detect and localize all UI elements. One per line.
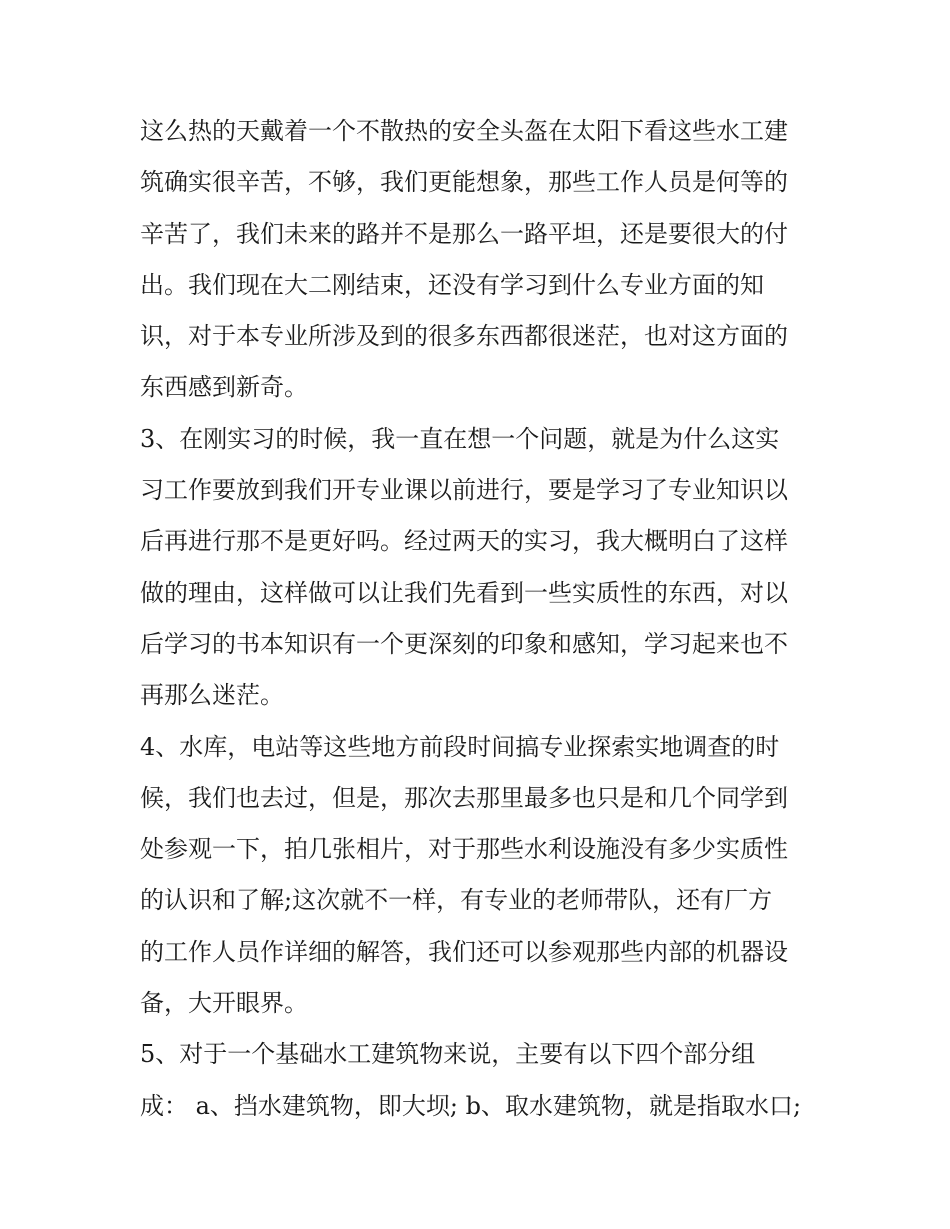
text-line-12: 再那么迷茫。 [140, 681, 284, 710]
text-line-11: 后学习的书本知识有一个更深刻的印象和感知，学习起来也不 [140, 629, 788, 658]
text-line-5: 识，对于本专业所涉及到的很多东西都很迷茫，也对这方面的 [140, 322, 788, 351]
text-line-7: 3、在刚实习的时候，我一直在想一个问题，就是为什么这实 [140, 424, 780, 453]
text-line-20: 成： a、挡水建筑物，即大坝; b、取水建筑物，就是指取水口; [140, 1091, 802, 1120]
text-line-6: 东西感到新奇。 [140, 373, 308, 402]
text-line-15: 处参观一下，拍几张相片，对于那些水利设施没有多少实质性 [140, 835, 788, 864]
text-line-16: 的认识和了解;这次就不一样，有专业的老师带队，还有厂方 [140, 886, 773, 915]
text-line-8: 习工作要放到我们开专业课以前进行，要是学习了专业知识以 [140, 476, 788, 505]
text-line-3: 辛苦了，我们未来的路并不是那么一路平坦，还是要很大的付 [140, 219, 788, 248]
text-line-4: 出。我们现在大二刚结束，还没有学习到什么专业方面的知 [140, 270, 764, 299]
text-line-1: 这么热的天戴着一个不散热的安全头盔在太阳下看这些水工建 [140, 117, 788, 145]
text-line-13: 4、水库，电站等这些地方前段时间搞专业探索实地调查的时 [140, 732, 780, 761]
text-line-17: 的工作人员作详细的解答，我们还可以参观那些内部的机器设 [140, 937, 788, 966]
text-line-18: 备，大开眼界。 [140, 989, 308, 1018]
text-line-19: 5、对于一个基础水工建筑物来说，主要有以下四个部分组 [140, 1040, 756, 1069]
text-line-2: 筑确实很辛苦，不够，我们更能想象，那些工作人员是何等的 [140, 168, 788, 197]
document-body [140, 106, 830, 1132]
text-line-14: 候，我们也去过，但是，那次去那里最多也只是和几个同学到 [140, 783, 788, 812]
text-line-10: 做的理由，这样做可以让我们先看到一些实质性的东西，对以 [140, 578, 788, 607]
text-line-9: 后再进行那不是更好吗。经过两天的实习，我大概明白了这样 [140, 527, 788, 556]
